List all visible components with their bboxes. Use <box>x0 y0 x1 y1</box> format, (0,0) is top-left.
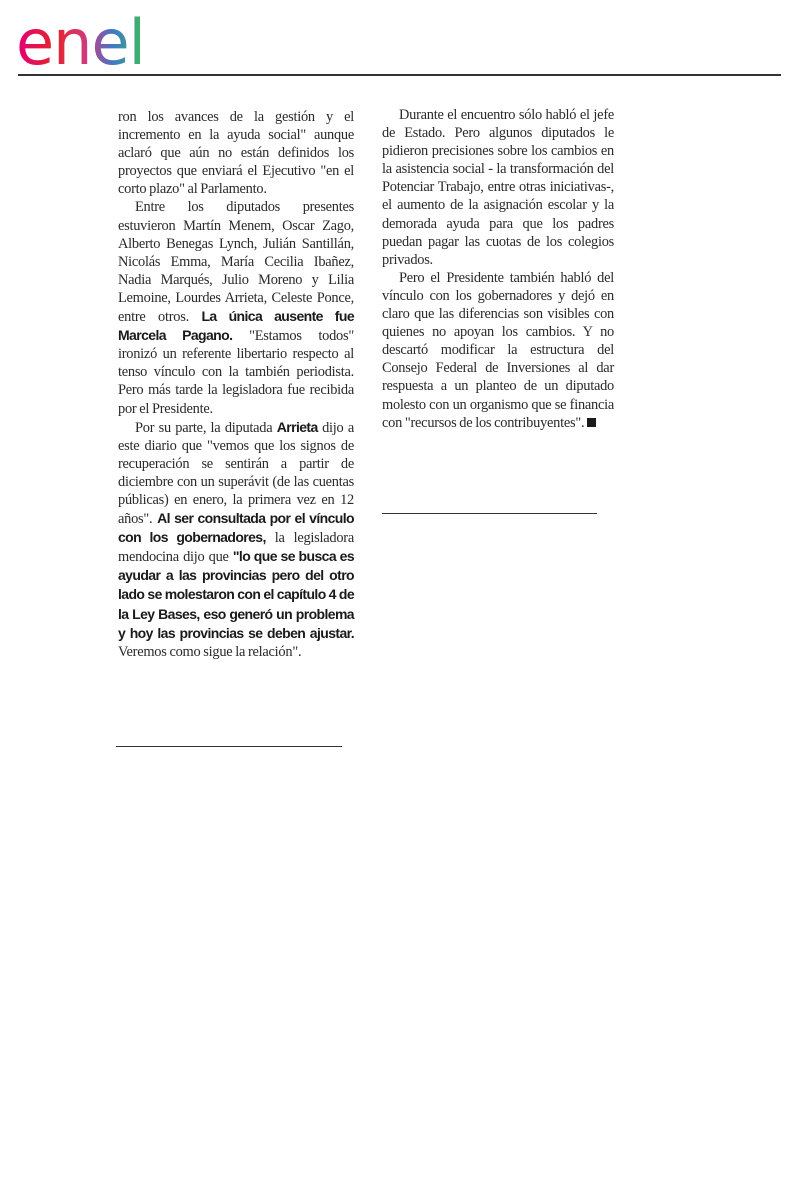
bold-text: "lo que se busca es ayudar a las provincias pero del otro lado se molestaron con el capítulo 4 de la Ley Bases, eso generó un problema y hoy las provincias se deben ajustar. <box>118 548 355 641</box>
bold-text: Arrieta <box>276 418 318 435</box>
paragraph-text: Entre los diputados presentes estuvieron Martín Menem, Oscar Zago, Alberto Benegas Lynch, Julián Santillán, Nicolás Emma, María Cecilia Ibañez, Nadia Marqués, Julio Moreno y Lilia Lemoine, Lourdes Arrieta, Celeste Ponce, entre otros. <box>118 199 354 326</box>
bold-text: Al ser consultada por el vínculo con los gobernadores, <box>118 510 354 546</box>
article-paragraph <box>382 269 614 432</box>
paragraph-text: "Estamos todos" ironizó un referente libertario respecto al tenso vínculo con la también periodista. Pero más tarde la legisladora fue recibida por el Presidente. <box>118 328 354 417</box>
paragraph-text: Pero el Presidente también habló del vínculo con los gobernadores y dejó en claro que las diferencias son visibles con quienes no apoyan los cambios. Y no descartó modificar la estructura del Consejo Federal de Inversiones al dar respuesta a un planteo de un diputado molesto con un organismo que se financia con "recursos de los contribuyentes". <box>382 269 614 431</box>
paragraph-text: Durante el encuentro sólo habló el jefe de Estado. Pero algunos diputados le pidieron precisiones sobre los cambios en la asistencia social - la transformación del Potenciar Trabajo, entre otras iniciativas-, el aumento de la asignación escolar y la demorada ayuda para que los padres puedan pagar las cuotas de los colegios privados. <box>382 107 614 268</box>
paragraph-text: Veremos como sigue la relación". <box>118 643 302 660</box>
paragraph-text: la legisladora mendocina dijo que <box>118 530 354 566</box>
paragraph-text: Por su parte, la diputada <box>135 419 277 436</box>
article-paragraph <box>382 106 614 269</box>
article-paragraph <box>118 198 354 417</box>
paragraph-text: dijo a este diario que "vemos que los signos de recuperación se sentirán a partir de diciembre con un superávit (de las cuentas públicas) en enero, la primera vez en 12 años". <box>118 419 354 528</box>
article-column-right <box>382 106 614 432</box>
article-paragraph <box>118 418 354 661</box>
column-end-rule-right <box>382 513 597 514</box>
article-paragraph <box>118 108 354 198</box>
logo-wordmark: enel <box>16 6 145 72</box>
header-rule <box>18 74 781 76</box>
end-of-article-mark <box>587 418 596 427</box>
paragraph-text: ron los avances de la gestión y el incremento en la ayuda social" aunque aclaró que aún no están definidos los proyectos que enviará el Ejecutivo "en el corto plazo" al Parlamento. <box>118 109 354 198</box>
enel-logo <box>14 6 184 72</box>
article-column-left <box>118 108 354 661</box>
bold-text: La única ausente fue Marcela Pagano. <box>118 308 355 344</box>
column-end-rule-left <box>116 746 342 747</box>
